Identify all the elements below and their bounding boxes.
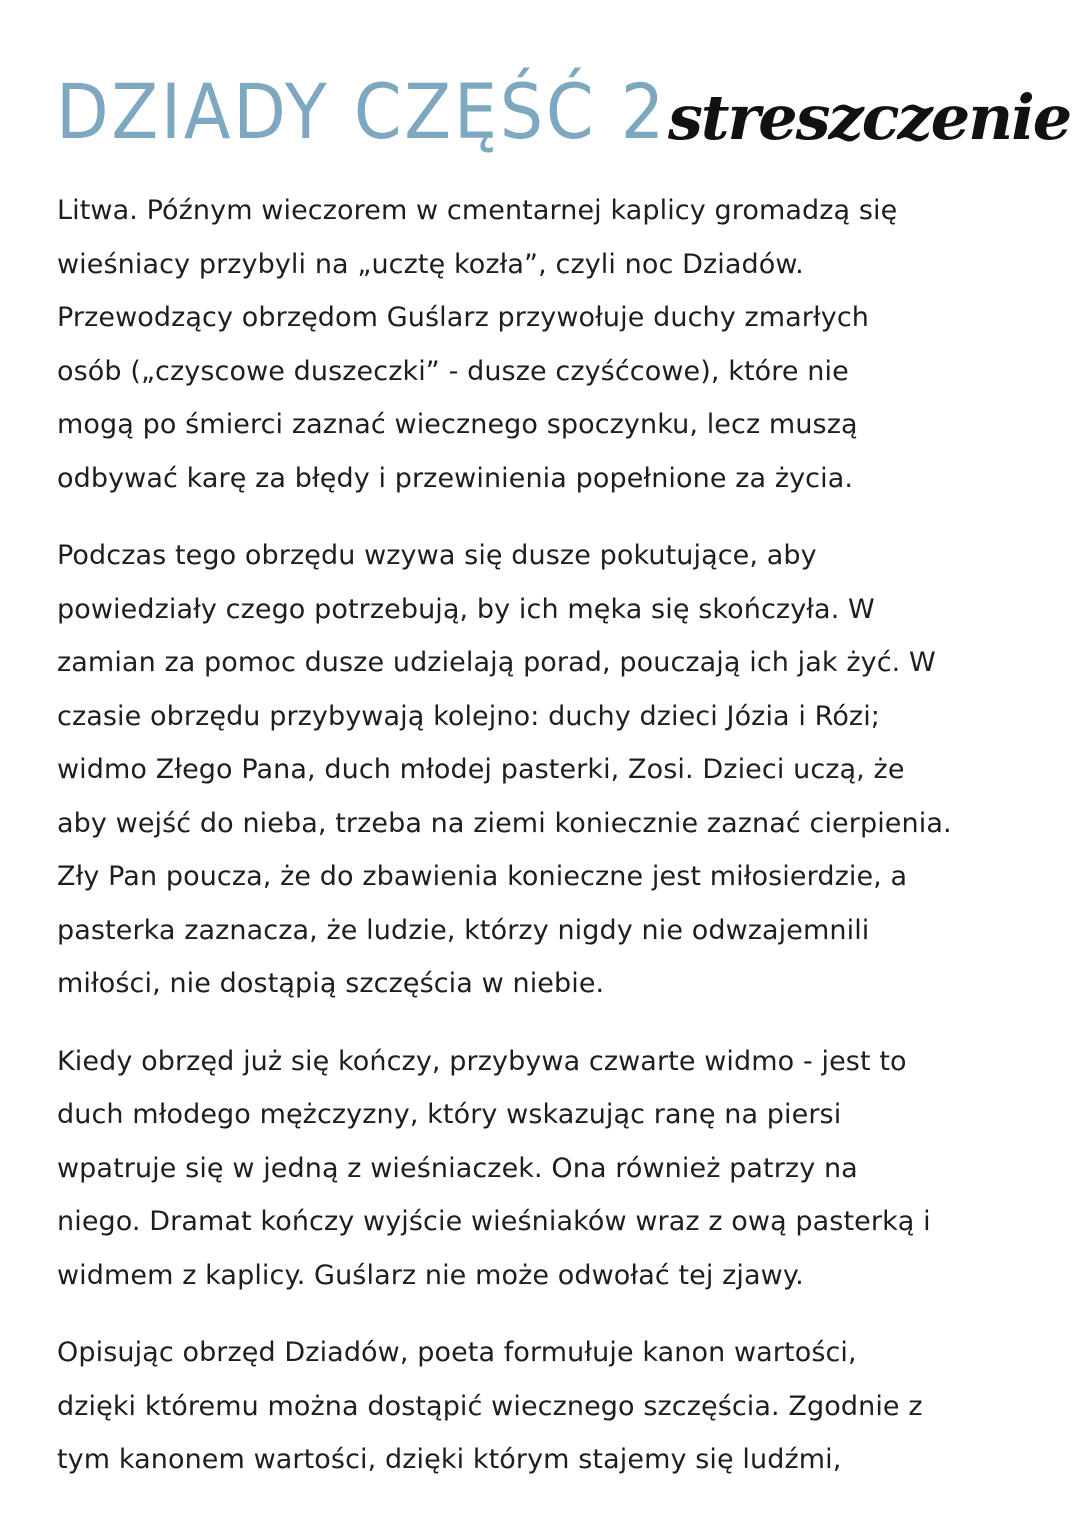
- text-line: odbywać karę za błędy i przewinienia popełnione za życia.: [57, 462, 854, 494]
- text-line: Opisując obrzęd Dziadów, poeta formułuje kanon wartości,: [57, 1337, 857, 1368]
- paragraph-1: [57, 184, 1032, 505]
- text-line: wpatruje się w jedną z wieśniaczek. Ona również patrzy na: [57, 1152, 858, 1184]
- text-line: duch młodego mężczyzny, który wskazując ranę na piersi: [57, 1099, 842, 1130]
- text-line: wieśniacy przybyli na „ucztę kozła”, czyli noc Dziadów.: [57, 248, 804, 280]
- text-line: mogą po śmierci zaznać wiecznego spoczynku, lecz muszą: [57, 409, 858, 440]
- page-title: DZIADY CZĘŚĆ 2: [56, 67, 668, 156]
- text-line: powiedziały czego potrzebują, by ich męka się skończyła. W: [57, 593, 875, 625]
- text-line: czasie obrzędu przybywają kolejno: duchy dzieci Józia i Rózi;: [57, 700, 881, 732]
- text-line: pasterka zaznacza, że ludzie, którzy nigdy nie odwzajemnili: [57, 914, 870, 946]
- document-body: [57, 184, 1032, 1511]
- text-line: Przewodzący obrzędom Guślarz przywołuje duchy zmarłych: [57, 302, 870, 333]
- page-subtitle: streszczenie: [668, 81, 1071, 154]
- text-line: widmem z kaplicy. Guślarz nie może odwołać tej zjawy.: [57, 1259, 804, 1291]
- paragraph-2: [57, 529, 1032, 1011]
- text-line: Podczas tego obrzędu wzywa się dusze pokutujące, aby: [57, 540, 817, 571]
- title-row: [56, 64, 1071, 174]
- text-line: widmo Złego Pana, duch młodej pasterki, Zosi. Dzieci uczą, że: [57, 754, 905, 785]
- paragraph-3: [57, 1035, 1032, 1303]
- text-line: miłości, nie dostąpią szczęścia w niebie.: [57, 968, 605, 999]
- text-line: aby wejść do nieba, trzeba na ziemi koniecznie zaznać cierpienia.: [57, 807, 952, 839]
- text-line: Litwa. Późnym wieczorem w cmentarnej kaplicy gromadzą się: [57, 195, 898, 226]
- text-line: Kiedy obrzęd już się kończy, przybywa czwarte widmo - jest to: [57, 1045, 907, 1077]
- text-line: dzięki któremu można dostąpić wiecznego szczęścia. Zgodnie z: [57, 1390, 923, 1422]
- paragraph-4: [57, 1326, 1032, 1487]
- text-line: zamian za pomoc dusze udzielają porad, pouczają ich jak żyć. W: [57, 647, 936, 678]
- text-line: Zły Pan poucza, że do zbawienia konieczne jest miłosierdzie, a: [57, 861, 908, 892]
- text-line: niego. Dramat kończy wyjście wieśniaków wraz z ową pasterką i: [57, 1206, 931, 1237]
- text-line: tym kanonem wartości, dzięki którym stajemy się ludźmi,: [57, 1444, 842, 1475]
- text-line: osób („czyscowe duszeczki” - dusze czyśćcowe), które nie: [57, 355, 849, 387]
